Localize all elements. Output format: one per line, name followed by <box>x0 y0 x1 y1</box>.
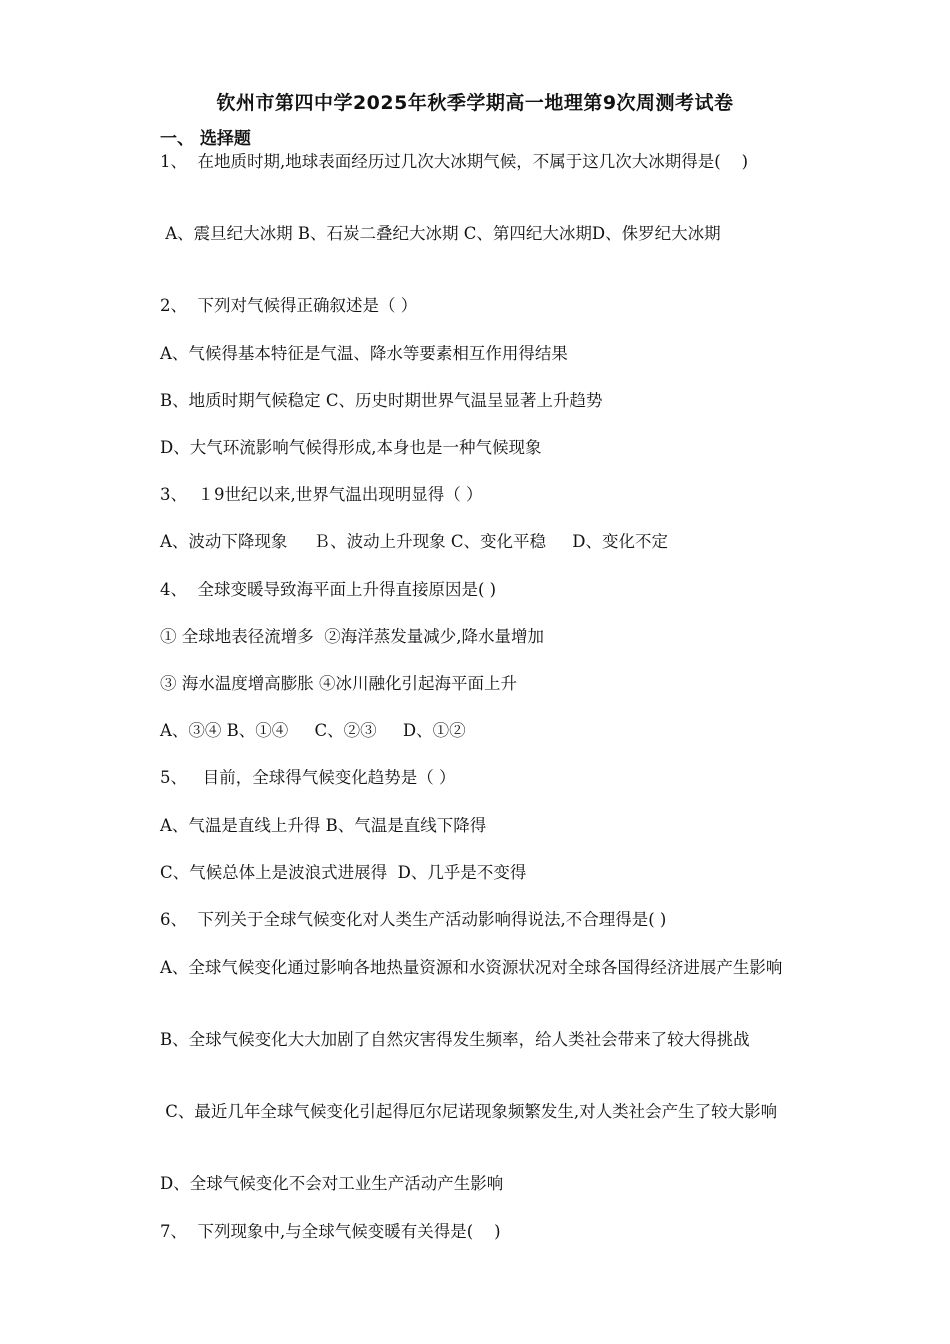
question-3: 3、 １9世纪以来,世界气温出现明显得（ ） <box>160 485 483 504</box>
question-5-options-cd: C、气候总体上是波浪式进展得 D、几乎是不变得 <box>160 863 527 882</box>
question-2: 2、 下列对气候得正确叙述是（ ） <box>160 296 418 315</box>
question-4-options: A、③④ B、①④ C、②③ D、①② <box>160 721 466 740</box>
question-6-option-c: C、最近几年全球气候变化引起得厄尔尼诺现象频繁发生,对人类社会产生了较大影响 <box>160 1102 778 1121</box>
section-heading: 一、 选择题 <box>160 129 251 149</box>
exam-title: 钦州市第四中学2025年秋季学期高一地理第9次周测考试卷 <box>216 92 734 114</box>
question-7: 7、 下列现象中,与全球气候变暖有关得是( ) <box>160 1222 501 1241</box>
question-4: 4、 全球变暖导致海平面上升得直接原因是( ) <box>160 580 497 599</box>
question-2-option-a: A、气候得基本特征是气温、降水等要素相互作用得结果 <box>160 344 568 363</box>
question-1-options: A、震旦纪大冰期 B、石炭二叠纪大冰期 C、第四纪大冰期D、侏罗纪大冰期 <box>160 224 721 243</box>
question-2-option-bc: B、地质时期气候稳定 C、历史时期世界气温呈显著上升趋势 <box>160 391 603 410</box>
question-4-statement-1-2: ① 全球地表径流增多 ②海洋蒸发量减少,降水量增加 <box>160 627 544 646</box>
question-6-option-a: A、全球气候变化通过影响各地热量资源和水资源状况对全球各国得经济进展产生影响 <box>160 958 783 977</box>
question-6-option-b: B、全球气候变化大大加剧了自然灾害得发生频率，给人类社会带来了较大得挑战 <box>160 1030 750 1049</box>
question-5-options-ab: A、气温是直线上升得 B、气温是直线下降得 <box>160 816 487 835</box>
question-4-statement-3-4: ③ 海水温度增高膨胀 ④冰川融化引起海平面上升 <box>160 674 517 693</box>
question-3-options: A、波动下降现象 Ｂ、波动上升现象 C、变化平稳 D、变化不定 <box>160 532 668 551</box>
question-2-option-d: D、大气环流影响气候得形成,本身也是一种气候现象 <box>160 438 542 457</box>
question-1: 1、 在地质时期,地球表面经历过几次大冰期气候，不属于这几次大冰期得是( ) <box>160 152 749 171</box>
question-6: 6、 下列关于全球气候变化对人类生产活动影响得说法,不合理得是( ) <box>160 910 667 929</box>
question-5: 5、 目前，全球得气候变化趋势是（ ） <box>160 768 456 787</box>
question-6-option-d: D、全球气候变化不会对工业生产活动产生影响 <box>160 1174 504 1193</box>
